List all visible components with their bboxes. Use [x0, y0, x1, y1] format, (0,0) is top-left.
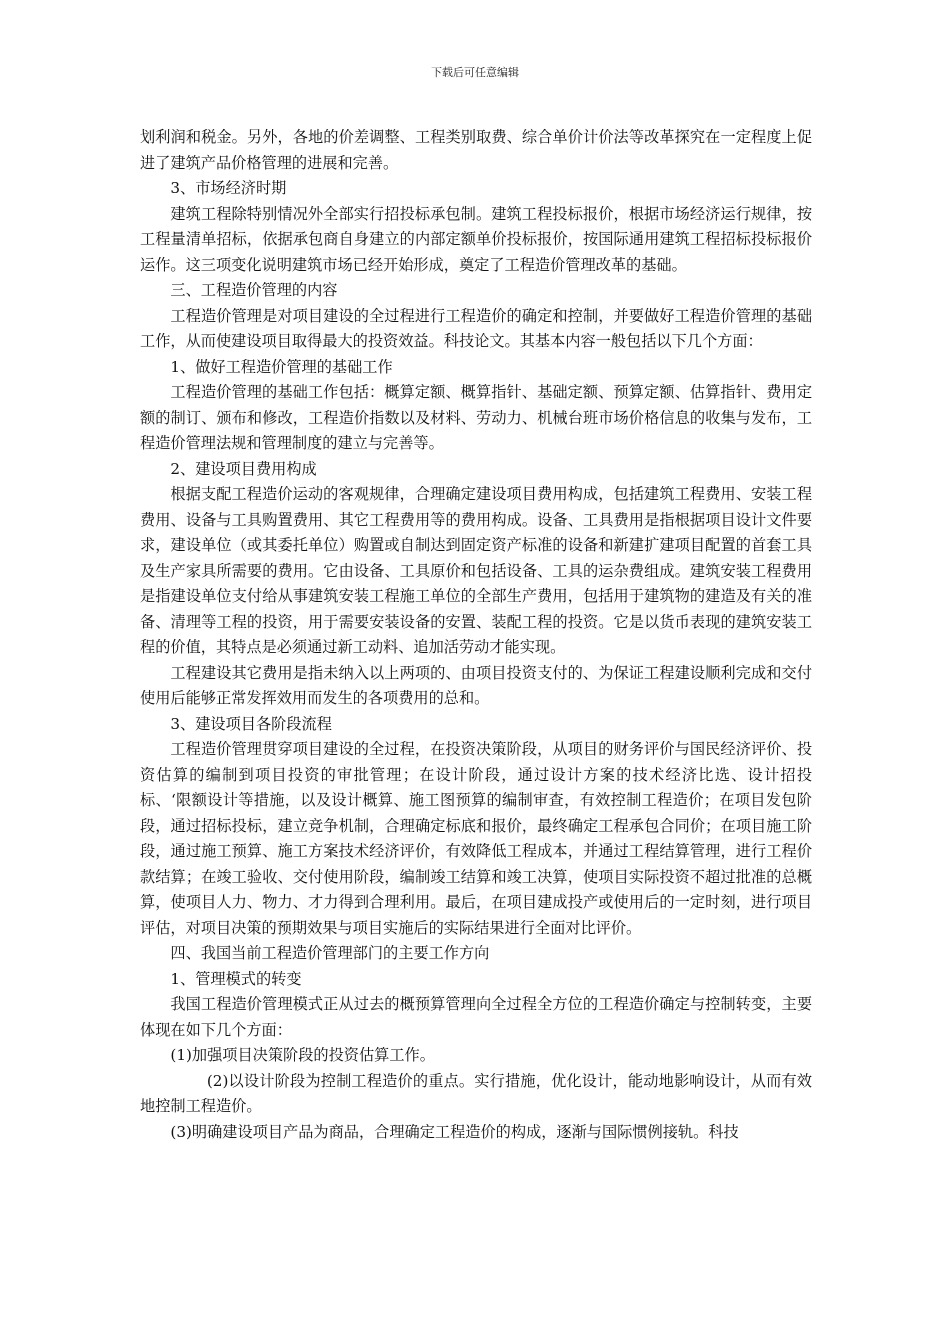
subsection-heading: 3、建设项目各阶段流程: [170, 714, 332, 733]
paragraph: 划利润和税金。另外，各地的价差调整、工程类别取费、综合单价计价法等改革探究在一定程度上促进了建筑产品价格管理的进展和完善。: [140, 128, 812, 172]
list-item: (3)明确建设项目产品为商品，合理确定工程造价的构成，逐渐与国际惯例接轨。科技: [170, 1122, 739, 1141]
paragraph: 工程建设其它费用是指未纳入以上两项的、由项目投资支付的、为保证工程建设顺利完成和交付使用后能够正常发挥效用而发生的各项费用的总和。: [140, 663, 812, 707]
subsection-heading: 1、做好工程造价管理的基础工作: [170, 357, 393, 376]
page-header-note: 下载后可任意编辑: [431, 66, 519, 79]
list-item: (1)加强项目决策阶段的投资估算工作。: [170, 1046, 435, 1064]
list-item: (2)以设计阶段为控制工程造价的重点。实行措施，优化设计，能动地影响设计，从而有效地控制工程造价。: [140, 1071, 812, 1115]
subsection-heading: 3、市场经济时期: [170, 179, 287, 197]
paragraph: 工程造价管理是对项目建设的全过程进行工程造价的确定和控制，并要做好工程造价管理的基础工作，从而使建设项目取得最大的投资效益。科技论文。其基本内容一般包括以下几个方面：: [140, 306, 812, 350]
subsection-heading: 2、建设项目费用构成: [170, 459, 317, 478]
paragraph: 工程造价管理的基础工作包括：概算定额、概算指针、基础定额、预算定额、估算指针、费用定额的制订、颁布和修改，工程造价指数以及材料、劳动力、机械台班市场价格信息的收集与发布，工程造价管理法规和管理制度的建立与完善等。: [140, 383, 812, 452]
paragraph: 根据支配工程造价运动的客观规律，合理确定建设项目费用构成，包括建筑工程费用、安装工程费用、设备与工具购置费用、其它工程费用等的费用构成。设备、工具费用是指根据项目设计文件要求，建设单位（或其委托单位）购置或自制达到固定资产标准的设备和新建扩建项目配置的首套工具及生产家具所需要的费用。它由设备、工具原价和包括设备、工具的运杂费组成。建筑安装工程费用是指建设单位支付给从事建筑安装工程施工单位的全部生产费用，包括用于建筑物的建造及有关的准备、清理等工程的投资，用于需要安装设备的安置、装配工程的投资。它是以货币表现的建筑安装工程的价值，其特点是必须通过新工动料、追加活劳动才能实现。: [140, 485, 812, 656]
subsection-heading: 1、管理模式的转变: [170, 969, 302, 988]
section-heading: 三、工程造价管理的内容: [170, 281, 338, 299]
paragraph: 建筑工程除特别情况外全部实行招投标承包制。建筑工程投标报价，根据市场经济运行规律，按工程量清单招标，依据承包商自身建立的内部定额单价投标报价，按国际通用建筑工程招标投标报价运作。这三项变化说明建筑市场已经开始形成，奠定了工程造价管理改革的基础。: [140, 204, 812, 274]
section-heading: 四、我国当前工程造价管理部门的主要工作方向: [170, 944, 490, 962]
document-body: [140, 125, 812, 1145]
paragraph: 工程造价管理贯穿项目建设的全过程，在投资决策阶段，从项目的财务评价与国民经济评价、投资估算的编制到项目投资的审批管理；在设计阶段，通过设计方案的技术经济比选、设计招投标、‘限额设计等措施，以及设计概算、施工图预算的编制审查，有效控制工程造价；在项目发包阶段，通过招标投标，建立竞争机制，合理确定标底和报价，最终确定工程承包合同价；在项目施工阶段，通过施工预算、施工方案技术经济评价，有效降低工程成本，并通过工程结算管理，进行工程价款结算；在竣工验收、交付使用阶段，编制竣工结算和竣工决算，使项目实际投资不超过批准的总概算，使项目人力、物力、才力得到合理利用。最后，在项目建成投产或使用后的一定时刻，进行项目评估，对项目决策的预期效果与项目实施后的实际结果进行全面对比评价。: [140, 740, 812, 937]
paragraph: 我国工程造价管理模式正从过去的概预算管理向全过程全方位的工程造价确定与控制转变，主要体现在如下几个方面：: [140, 995, 812, 1039]
